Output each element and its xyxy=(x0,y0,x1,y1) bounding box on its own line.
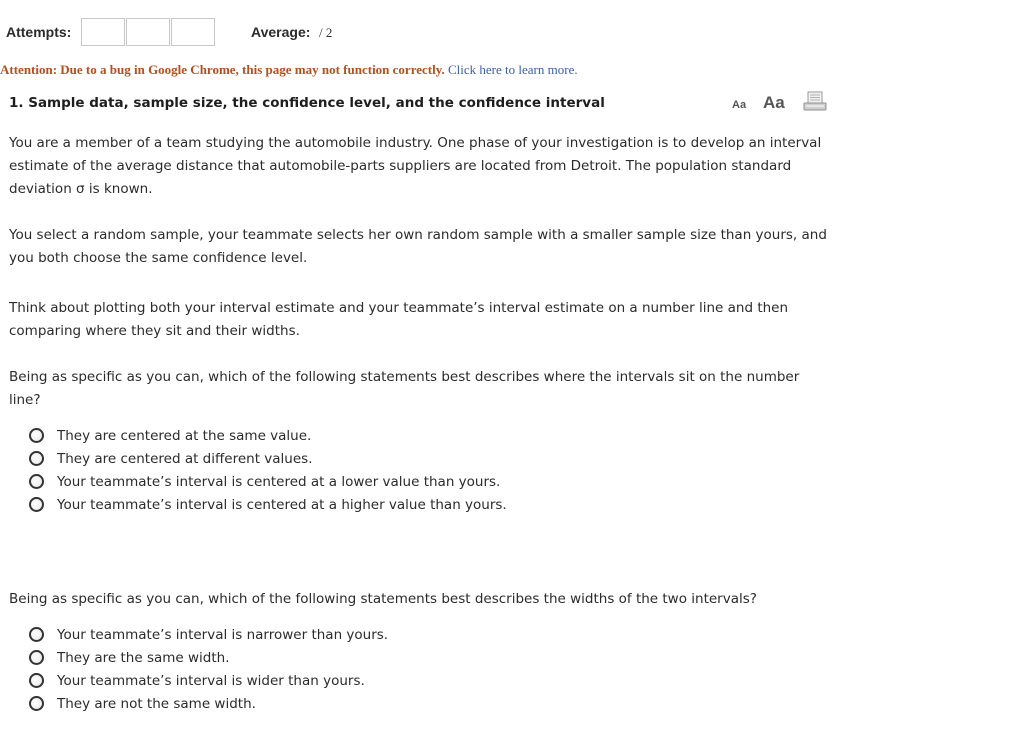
font-size-small-button[interactable]: Aa xyxy=(732,99,747,111)
option-narrower[interactable] xyxy=(29,623,388,646)
radio-button-icon[interactable] xyxy=(29,451,44,466)
options-width-group xyxy=(29,623,388,715)
question-prompt-width: Being as specific as you can, which of the following statements best describes the widths of the two intervals? xyxy=(9,591,757,607)
options-position-group xyxy=(29,424,507,516)
attempt-boxes xyxy=(81,18,215,46)
average-value: / 2 xyxy=(319,25,333,40)
option-label: They are not the same width. xyxy=(57,695,256,712)
option-label: They are centered at the same value. xyxy=(57,427,312,444)
question-paragraph: You are a member of a team studying the automobile industry. One phase of your investigation is to develop an interval estimate of the average distance that automobile-parts suppliers are located from Detroit. The population standard deviation σ is known. xyxy=(9,135,822,197)
radio-button-icon[interactable] xyxy=(29,627,44,642)
attention-notice xyxy=(0,62,578,78)
attempt-box xyxy=(81,18,125,46)
radio-button-icon[interactable] xyxy=(29,428,44,443)
option-label: Your teammate’s interval is centered at a lower value than yours. xyxy=(57,473,501,490)
option-label: Your teammate’s interval is narrower than yours. xyxy=(57,626,389,643)
question-paragraph: You select a random sample, your teammate selects her own random sample with a smaller sample size than yours, and you both choose the same confidence level. xyxy=(9,227,827,266)
question-prompt-position: Being as specific as you can, which of the following statements best describes where the intervals sit on the number line? xyxy=(9,369,800,408)
print-icon[interactable] xyxy=(803,91,827,111)
option-centered-same[interactable] xyxy=(29,424,507,447)
option-label: They are centered at different values. xyxy=(57,450,313,467)
option-centered-lower[interactable] xyxy=(29,470,507,493)
attempt-box xyxy=(126,18,170,46)
option-wider[interactable] xyxy=(29,669,388,692)
radio-button-icon[interactable] xyxy=(29,497,44,512)
average-label: Average: xyxy=(251,24,311,40)
option-label: They are the same width. xyxy=(57,649,230,666)
radio-button-icon[interactable] xyxy=(29,673,44,688)
option-not-same-width[interactable] xyxy=(29,692,388,715)
option-same-width[interactable] xyxy=(29,646,388,669)
question-paragraph: Think about plotting both your interval estimate and your teammate’s interval estimate on a number line and then comparing where they sit and their widths. xyxy=(9,300,789,339)
attempts-label: Attempts: xyxy=(6,24,72,40)
radio-button-icon[interactable] xyxy=(29,696,44,711)
radio-button-icon[interactable] xyxy=(29,474,44,489)
learn-more-link[interactable]: Click here to learn more. xyxy=(448,62,578,77)
option-label: Your teammate’s interval is centered at a higher value than yours. xyxy=(57,496,507,513)
radio-button-icon[interactable] xyxy=(29,650,44,665)
attempt-box xyxy=(171,18,215,46)
question-title: 1. Sample data, sample size, the confidence level, and the confidence interval xyxy=(9,95,605,111)
attention-message: Attention: Due to a bug in Google Chrome, this page may not function correctly. xyxy=(0,62,445,77)
option-label: Your teammate’s interval is wider than yours. xyxy=(57,672,365,689)
font-size-large-button[interactable]: Aa xyxy=(763,93,785,112)
option-centered-higher[interactable] xyxy=(29,493,507,516)
option-centered-different[interactable] xyxy=(29,447,507,470)
